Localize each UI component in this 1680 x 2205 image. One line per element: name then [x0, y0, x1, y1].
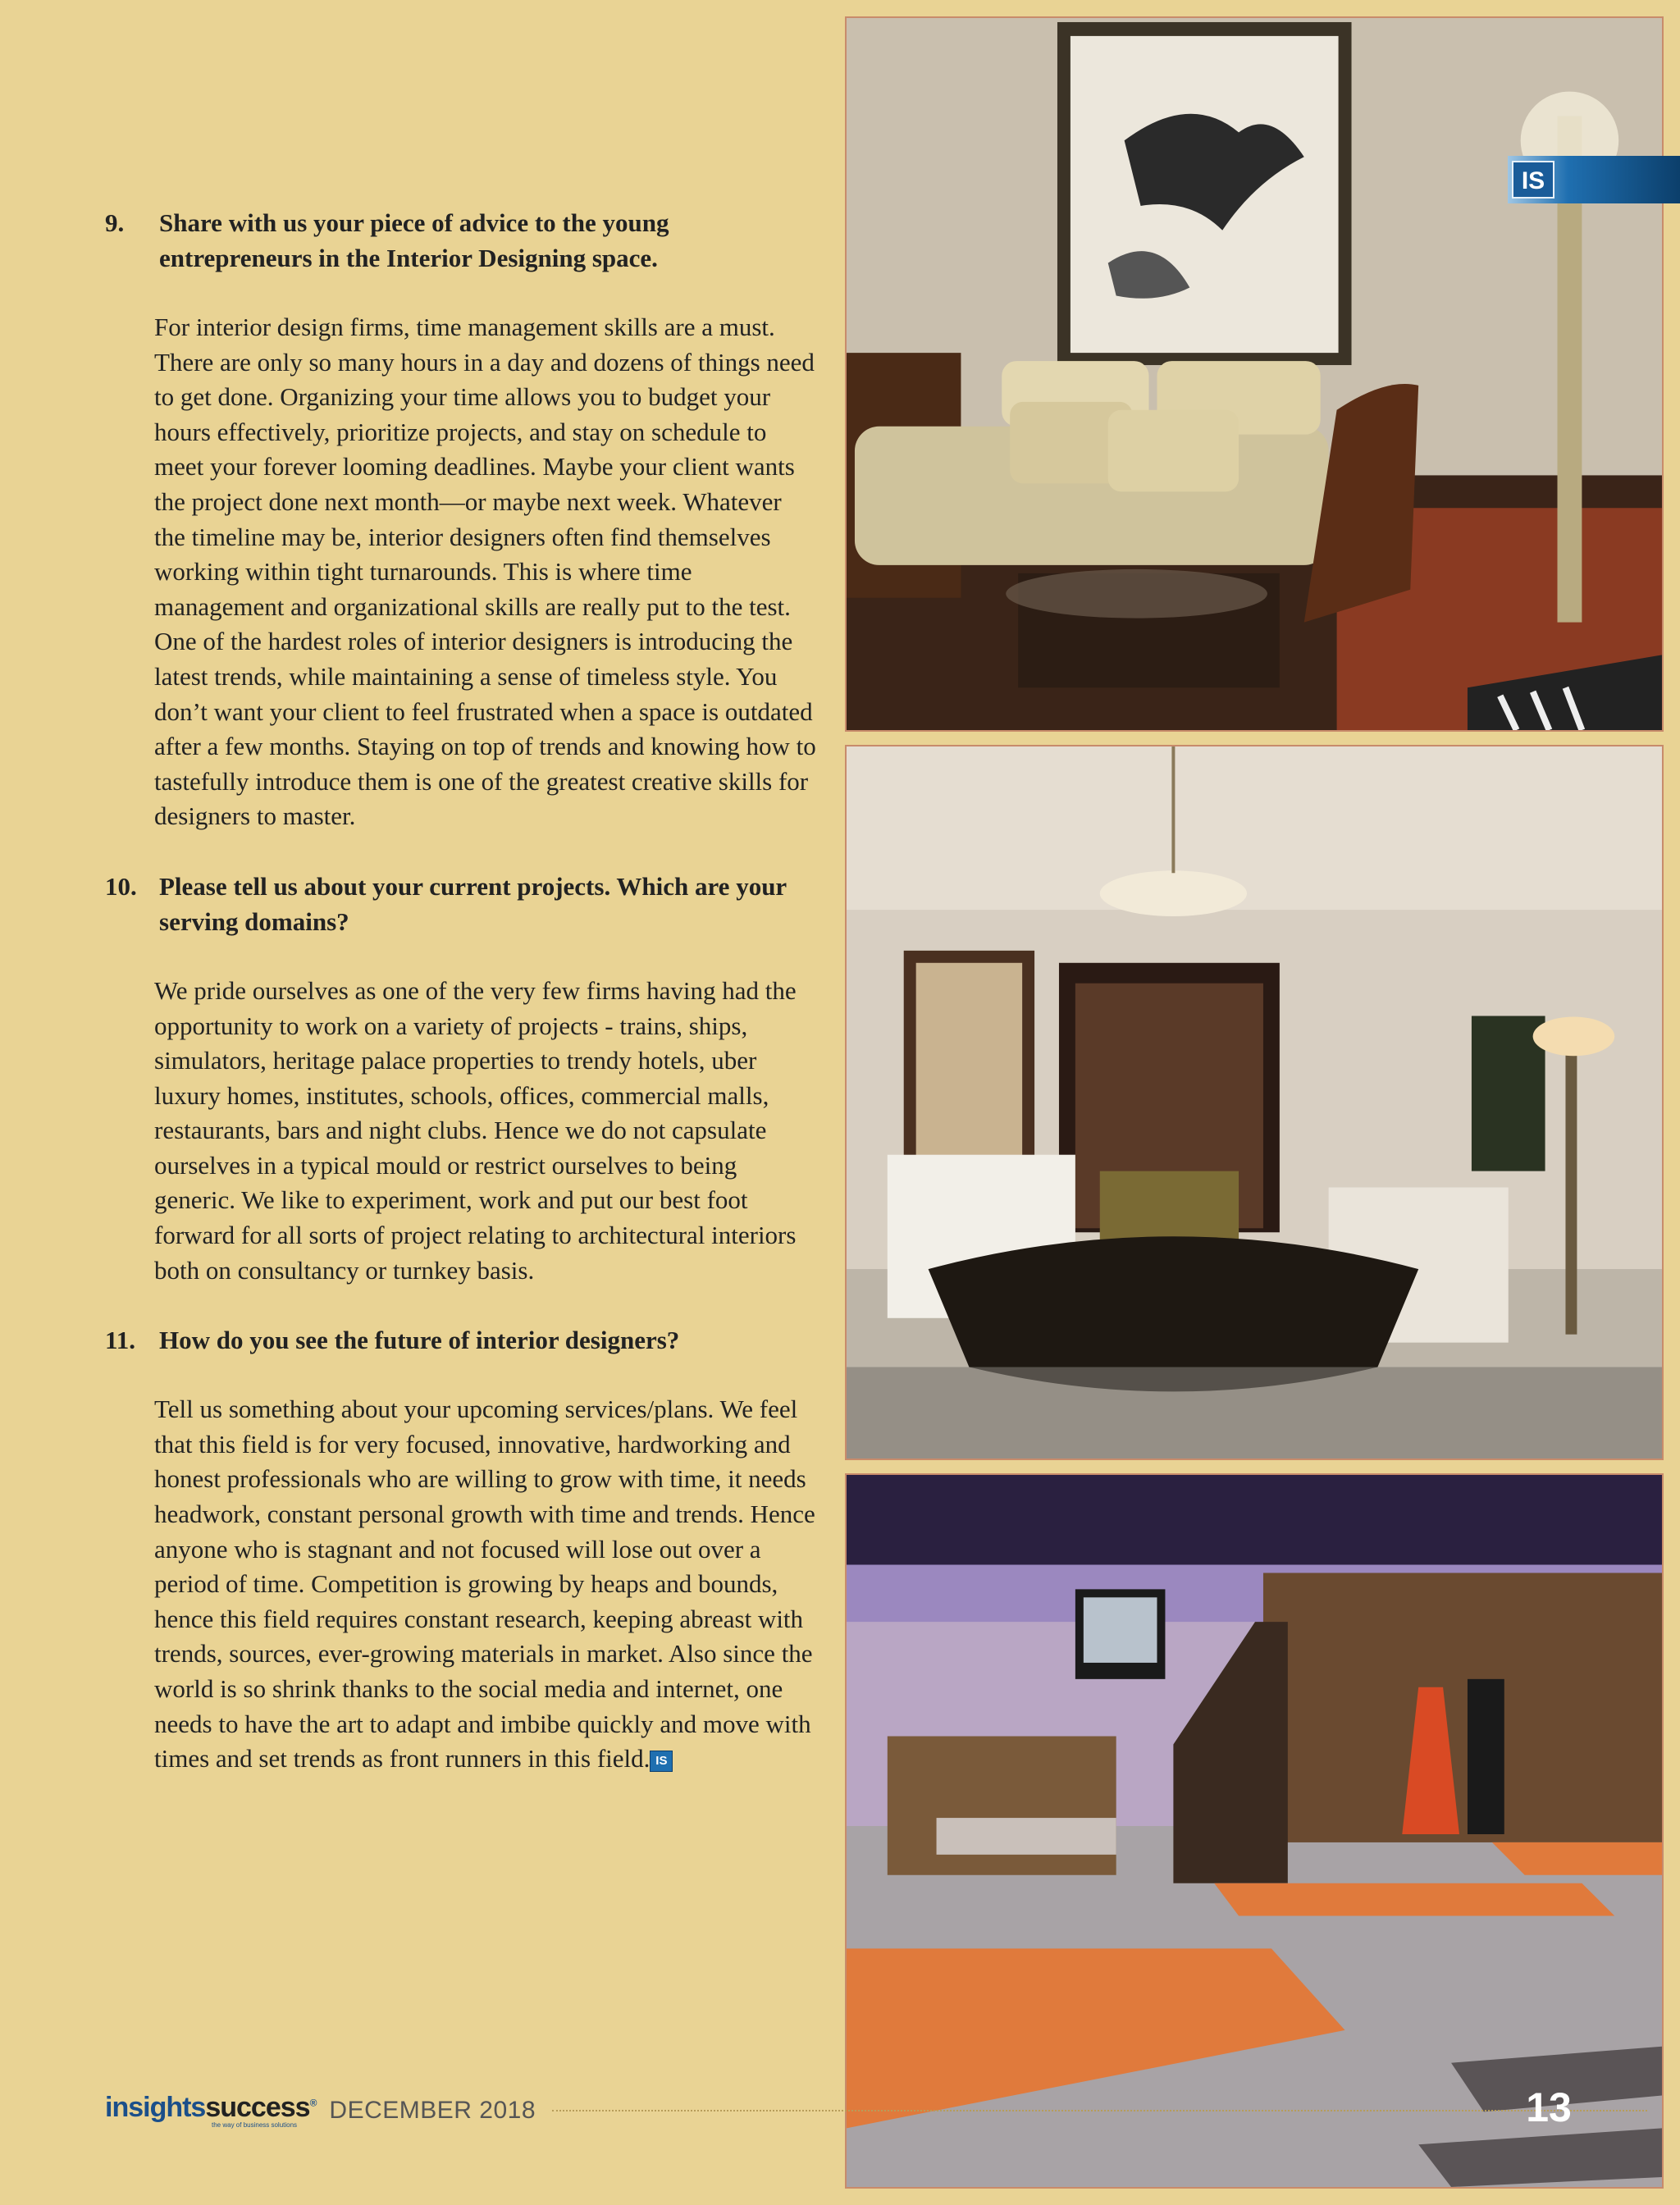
living-room-image: [847, 18, 1662, 730]
question-9: [105, 205, 819, 276]
drawing-room-image: [847, 746, 1662, 1459]
photo-showroom: [845, 1473, 1664, 2189]
showroom-image: [847, 1475, 1662, 2187]
question-number: 10.: [105, 871, 137, 901]
page-footer: [105, 2090, 1664, 2131]
brand-tagline: the way of business solutions: [212, 2121, 298, 2129]
footer-dotted-rule: [552, 2110, 1647, 2111]
article-body: [105, 205, 819, 1811]
brand-name: [105, 2093, 316, 2121]
question-number: 9.: [105, 208, 125, 237]
brand-part-2: success: [205, 2091, 310, 2123]
question-number: 11.: [105, 1326, 136, 1355]
is-corner-tab-icon: IS: [1512, 161, 1554, 199]
answer-10: We pride ourselves as one of the very few firms having had the opportunity to work on a variety of projects - trains, ships, simulators, heritage palace properties to trendy hotels, uber luxury homes, institutes, schools, offices, commercial malls, restaurants, bars and night clubs. Hence we do not capsulate ourselves in a typical mould or restrict ourselves to being generic. We like to experiment, work and put our best foot forward for all sorts of project relating to architectural interiors both on consultancy or turnkey basis.: [154, 975, 797, 1285]
question-11: [105, 1322, 819, 1358]
question-text: How do you see the future of interior designers?: [159, 1326, 680, 1355]
photo-drawing-room: [845, 745, 1664, 1460]
question-text: Please tell us about your current projects. Which are your serving domains?: [159, 871, 787, 936]
insights-success-logo: [105, 2093, 316, 2129]
brand-part-1: insights: [105, 2091, 206, 2123]
question-10: [105, 869, 819, 939]
registered-mark: ®: [309, 2097, 317, 2109]
answer-11-text: Tell us something about your upcoming services/plans. We feel that this field is for very focused, innovative, hardworking and honest professionals who are willing to grow with time, it needs headwork, constant personal growth with time and trends. Hence anyone who is stagnant and not focused will lose out over a period of time. Competition is growing by heaps and bounds, hence this field requires constant research, keeping abreast with trends, sources, ever-growing materials in market. Also since the world is so shrink thanks to the social media and internet, one needs to have the art to adapt and imbibe quickly and move with times and set trends as front runners in this field.: [154, 1395, 815, 1774]
is-end-mark-icon: IS: [650, 1751, 673, 1772]
page-number: 13: [1526, 2084, 1572, 2130]
answer-11: [154, 1392, 819, 1777]
issue-date: DECEMBER 2018: [329, 2097, 536, 2124]
answer-9: For interior design firms, time management skills are a must. There are only so many hours in a day and dozens of things need to get done. Organizing your time allows you to budget your hours effectively, prioritize projects, and stay on schedule to meet your forever looming deadlines. Maybe your client wants the project done next month—or maybe next week. Whatever the timeline may be, interior designers often find themselves working within tight turnarounds. This is where time management and organizational skills are really put to the test. One of the hardest roles of interior designers is introducing the latest trends, while maintaining a sense of timeless style. You don’t want your client to feel frustrated when a space is outdated after a few months. Staying on top of trends and knowing how to tastefully introduce them is one of the greatest creative skills for designers to master.: [154, 313, 816, 831]
question-text: Share with us your piece of advice to the young entrepreneurs in the Interior Designing space.: [159, 208, 669, 272]
photo-living-room: [845, 16, 1664, 732]
